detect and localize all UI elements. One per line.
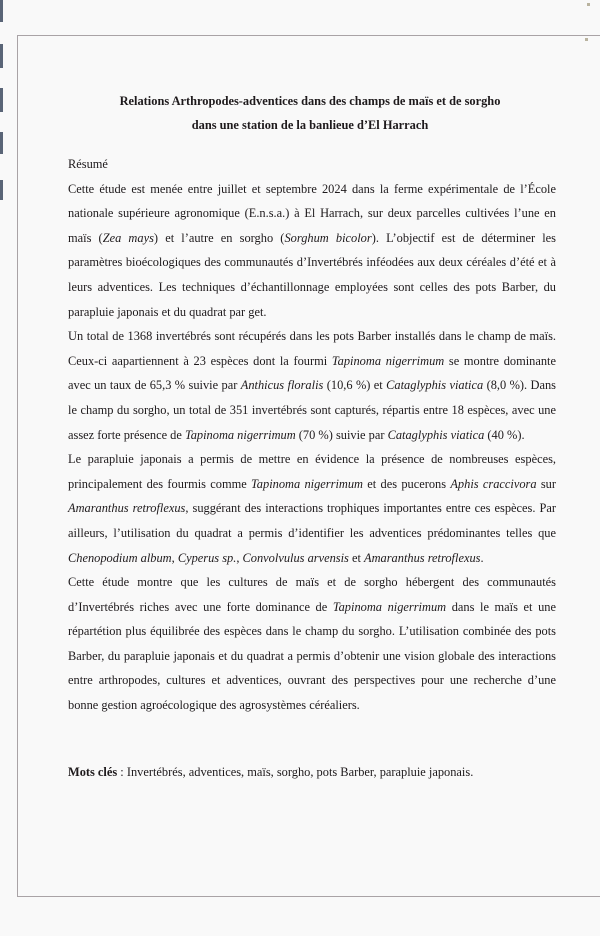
abstract	[68, 152, 556, 718]
species-name: Chenopodium album	[68, 550, 172, 565]
abstract-heading: Résumé	[68, 157, 108, 171]
species-name: Tapinoma nigerrimum	[251, 476, 363, 491]
text-run: Le parapluie japonais a permis de mettre en évidence la présence de nombreuses espèces, principalement des fourmis comme	[68, 452, 556, 491]
text-run: , suggérant des interactions trophiques importantes entre ces espèces. Par ailleurs, l’utilisation du quadrat a permis d’identifier les adventices prédominantes telles que	[68, 501, 556, 540]
species-name: Amaranthus retroflexus	[68, 501, 186, 516]
species-name: Tapinoma nigerrimum	[184, 427, 296, 442]
abstract-paragraph-4	[68, 570, 556, 718]
text-run: (70 %) suivie par	[295, 427, 388, 442]
species-name: Tapinoma nigerrimum	[332, 599, 447, 614]
text-run: .	[480, 550, 484, 565]
text-run: Cette étude est menée entre juillet et septembre 2024 dans la ferme expérimentale de l’École nationale supérieure agronomique (E.n.s.a.) à El Harrach, sur deux parcelles cultivées l’une en maïs (	[68, 181, 556, 245]
species-name: Cataglyphis viatica	[387, 427, 485, 442]
abstract-paragraph-3	[68, 447, 556, 570]
text-run: se montre dominante avec un taux de 65,3 % suivie par	[68, 353, 557, 393]
text-run: Un total de 1368 invertébrés sont récupérés dans les pots Barber installés dans le champ de maïs. Ceux-ci aapartiennent à 23 espèces dont la fourmi	[68, 329, 556, 368]
species-name: Zea mays	[102, 230, 154, 245]
scan-artifact	[0, 180, 3, 200]
text-run: ) et l’autre en sorgho (	[153, 230, 285, 245]
text-run: (10,6 %) et	[323, 378, 387, 393]
text-run: ,	[171, 550, 178, 565]
scan-speck	[585, 38, 588, 41]
scan-artifact	[0, 132, 3, 154]
abstract-paragraph-2	[68, 324, 556, 447]
text-run: sur	[536, 476, 557, 491]
scan-artifact	[0, 88, 3, 112]
scan-artifact	[0, 0, 3, 22]
species-name: Convolvulus arvensis	[242, 550, 349, 565]
text-run: et des pucerons	[362, 476, 451, 491]
keywords-label: Mots clés	[68, 765, 118, 779]
scan-speck	[587, 3, 590, 6]
text-run: Cette étude montre que les cultures de maïs et de sorgho hébergent des communautés d’Invertébrés riches avec une forte dominance de	[68, 575, 556, 614]
species-name: Sorghum bicolor	[284, 230, 372, 245]
text-run: (40 %).	[484, 427, 525, 442]
species-name: Anthicus floralis	[240, 378, 324, 393]
title-line-1: Relations Arthropodes-adventices dans des champs de maïs et de sorgho	[119, 94, 501, 108]
text-run: ). L’objectif est de déterminer les paramètres bioécologiques des communautés d’Invertébrés inféodées aux deux céréales d’été et à leurs adventices. Les techniques d’échantillonnage employées sont celles des pots Barber, du parapluie japonais et du quadrat par get.	[68, 230, 556, 319]
species-name: Aphis craccivora	[450, 476, 537, 491]
text-run: ,	[236, 550, 243, 565]
text-run: (8,0 %). Dans le champ du sorgho, un total de 351 invertébrés sont capturés, répartis entre 18 espèces, avec une assez forte présence de	[68, 378, 557, 442]
text-run: et	[348, 550, 365, 565]
keywords-separator: :	[117, 765, 127, 779]
abstract-paragraph-1	[68, 177, 556, 325]
scan-artifact	[0, 44, 3, 68]
document-title	[60, 89, 560, 137]
species-name: Cataglyphis viatica	[386, 378, 484, 393]
species-name: Tapinoma nigerrimum	[331, 353, 445, 368]
species-name: Amaranthus retroflexus	[364, 550, 481, 565]
keywords	[68, 760, 568, 784]
text-run: dans le maïs et une répartétion plus équilibrée des espèces dans le champ du sorgho. L’utilisation combinée des pots Barber, du parapluie japonais et du quadrat a permis d’obtenir une vision globale des interactions entre arthropodes, cultures et adventices, ouvrant des perspectives pour une recherche d’une bonne gestion agroécologique des agrosystèmes céréaliers.	[68, 599, 556, 713]
keywords-list: Invertébrés, adventices, maïs, sorgho, pots Barber, parapluie japonais.	[126, 765, 474, 779]
title-line-2: dans une station de la banlieue d’El Harrach	[191, 118, 429, 132]
species-name: Cyperus sp.	[177, 550, 237, 565]
